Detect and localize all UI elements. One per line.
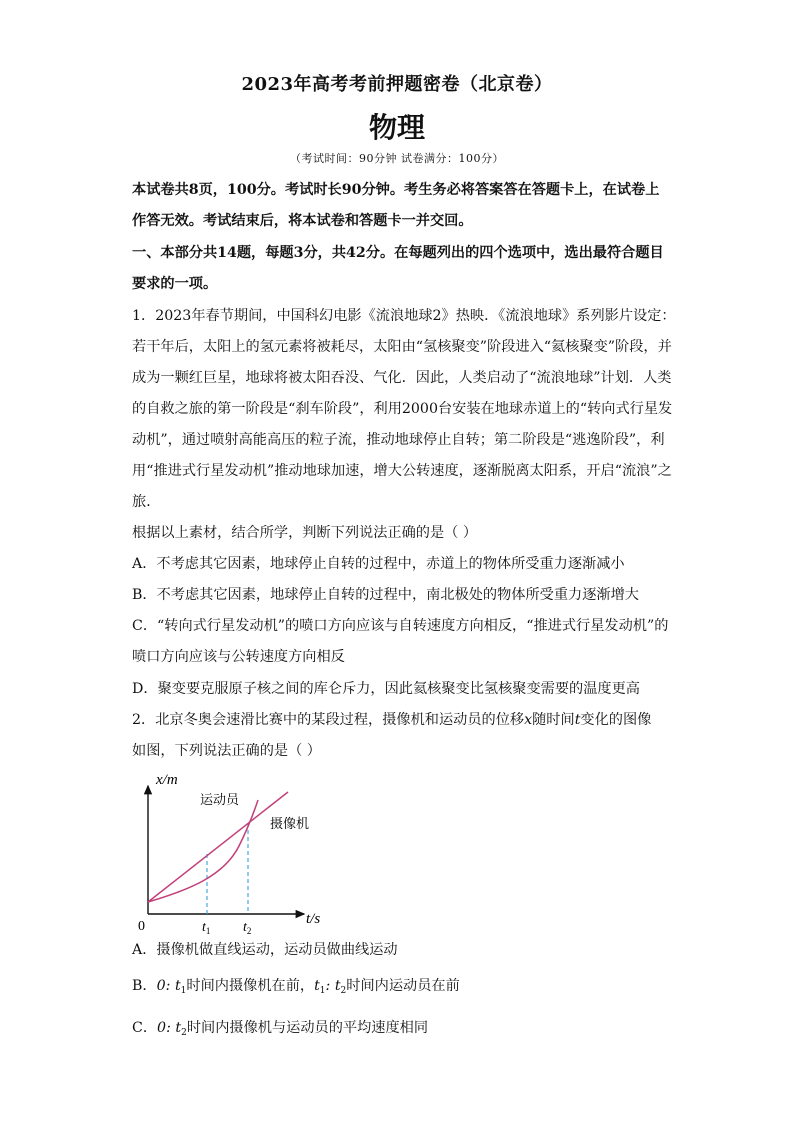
athlete-curve <box>148 800 258 902</box>
q2-option-c-suffix: 时间内摄像机与运动员的平均速度相同 <box>186 1020 429 1036</box>
q2-option-c-prefix: C． <box>132 1020 158 1036</box>
q2-option-b-range2-b-sub: 2 <box>340 986 347 996</box>
q1-option-c-line-2: 喷口方向应该与公转速度方向相反 <box>132 649 345 665</box>
q2-option-b-suffix: 时间内运动员在前 <box>346 978 460 994</box>
q1-text-line-1: 1．2023年春节期间，中国科幻电影《流浪地球2》热映．《流浪地球》系列影片设定： <box>132 308 676 324</box>
x-axis-label: t/s <box>306 911 321 927</box>
q1-text-line-6: 用“推进式行星发动机”推动地球加速，增大公转速度，逐渐脱离太阳系，开启“流浪”之 <box>132 463 672 479</box>
exam-title: 2023年高考考前押题密卷（北京卷） <box>241 74 553 95</box>
q2-option-b-prefix: B． <box>132 978 157 994</box>
q2-text-part-3: 变化的图像 <box>580 712 652 728</box>
q2-option-b-range1: 0: t <box>156 978 181 994</box>
q1-text-line-2: 若干年后，太阳上的氢元素将被耗尽，太阳由“氢核聚变”阶段进入“氦核聚变”阶段，并 <box>132 339 672 355</box>
q2-option-c-range-sub: 2 <box>181 1028 187 1038</box>
q2-option-b <box>132 976 460 1001</box>
q1-text-line-7: 旅． <box>132 494 161 510</box>
q2-option-c <box>132 1018 428 1043</box>
q2-option-b-range2-a-sub: 1 <box>319 986 326 996</box>
q2-displacement-time-graph <box>134 768 324 938</box>
q1-text-line-3: 成为一颗红巨星，地球将被太阳吞没、气化．因此，人类启动了“流浪地球”计划．人类 <box>132 370 672 386</box>
section-heading-line-2: 要求的一项。 <box>132 276 218 292</box>
origin-label: 0 <box>138 919 145 934</box>
q1-stem: 根据以上素材，结合所学，判断下列说法正确的是（ ） <box>132 525 478 541</box>
t2-tick-label: $t_2$ <box>243 920 252 936</box>
q2-option-a: A．摄像机做直线运动，运动员做曲线运动 <box>132 942 398 958</box>
q2-option-b-range2-a: t <box>314 978 320 994</box>
q1-text-line-4: 的自救之旅的第一阶段是“刹车阶段”，利用2000台安装在地球赤道上的“转向式行星发 <box>132 401 673 417</box>
instructions-line-1: 本试卷共8页，100分。考试时长90分钟。考生务必将答案答在答题卡上，在试卷上 <box>132 182 660 198</box>
subject-title: 物理 <box>368 111 425 144</box>
q2-option-b-mid: 时间内摄像机在前， <box>186 978 315 994</box>
y-axis-label: x/m <box>156 772 178 788</box>
q1-option-b: B．不考虑其它因素，地球停止自转的过程中，南北极处的物体所受重力逐渐增大 <box>132 587 639 603</box>
exam-meta: （考试时间：90分钟 试卷满分：100分） <box>290 152 504 165</box>
section-heading-line-1: 一、本部分共14题，每题3分，共42分。在每题列出的四个选项中，选出最符合题目 <box>132 245 664 261</box>
q1-option-c-line-1: C．“转向式行星发动机”的喷口方向应该与自转速度方向相反，“推进式行星发动机”的 <box>132 618 669 634</box>
camera-label: 摄像机 <box>270 816 310 831</box>
athlete-label: 运动员 <box>200 792 240 807</box>
q2-text-line-2: 如图，下列说法正确的是（ ） <box>132 743 321 759</box>
camera-line <box>148 792 288 902</box>
q2-option-b-range2-b: : t <box>325 978 341 994</box>
q2-text-part-2: 随时间 <box>532 712 575 728</box>
q2-text-line-1 <box>132 710 651 730</box>
q2-option-b-range1-sub: 1 <box>180 986 187 996</box>
q1-option-d: D．聚变要克服原子核之间的库仑斥力，因此氦核聚变比氢核聚变需要的温度更高 <box>132 681 640 697</box>
q2-var-t: t <box>574 712 581 728</box>
q1-option-a: A．不考虑其它因素，地球停止自转的过程中，赤道上的物体所受重力逐渐减小 <box>132 556 625 572</box>
q2-option-c-range: 0: t <box>157 1020 182 1036</box>
instructions-line-2: 作答无效。考试结束后，将本试卷和答题卡一并交回。 <box>132 213 473 229</box>
q2-var-x: x <box>524 712 533 728</box>
q2-text-part-1: 2．北京冬奥会速滑比赛中的某段过程，摄像机和运动员的位移 <box>132 712 525 728</box>
q1-text-line-5: 动机”，通过喷射高能高压的粒子流，推动地球停止自转；第二阶段是“逃逸阶段”，利 <box>132 432 665 448</box>
t1-tick-label: $t_1$ <box>202 920 211 936</box>
